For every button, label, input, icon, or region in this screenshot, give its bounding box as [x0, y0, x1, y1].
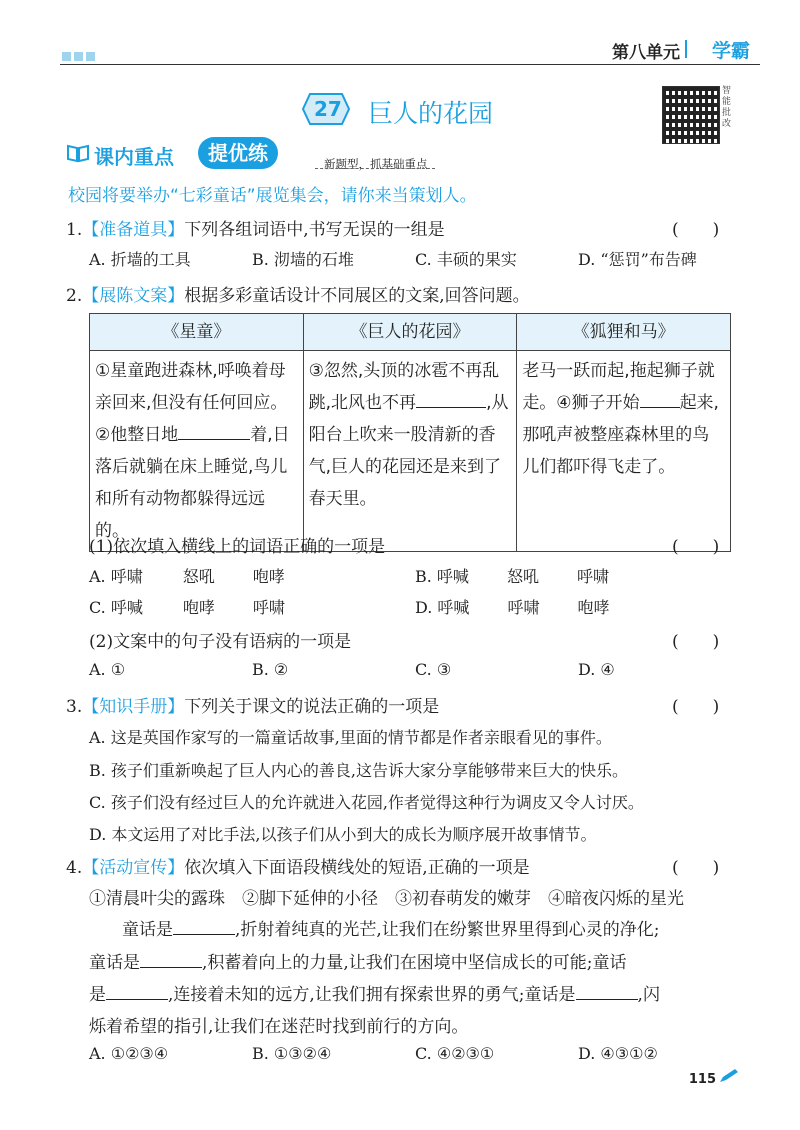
q1-option-c[interactable]: C. 丰硕的果实	[415, 250, 517, 269]
q2-sub2-answer-box[interactable]: ( )	[672, 632, 720, 652]
table-header: 《星童》	[90, 314, 304, 351]
blank-3[interactable]	[640, 407, 680, 408]
q1-option-a[interactable]: A. 折墙的工具	[89, 250, 191, 269]
q4-option-d[interactable]: D. ④③①②	[578, 1044, 658, 1063]
q2-sub2-option-d[interactable]: D. ④	[578, 660, 615, 679]
table-cell-fox: 老马一跃而起,拖起狮子就走。④狮子开始 起来,那吼声被整座森林里的鸟儿们都吓得飞走了。	[517, 351, 731, 552]
q3-option-b[interactable]: B. 孩子们重新唤起了巨人内心的善良,这告诉大家分享能够带来巨大的快乐。	[89, 761, 629, 780]
q2-sub1-stem: (1)依次填入横线上的词语正确的一项是	[89, 537, 386, 557]
book-icon	[66, 143, 90, 163]
q4-blank-1[interactable]	[173, 934, 235, 935]
blank-1[interactable]	[178, 439, 250, 440]
note-underline	[315, 168, 435, 169]
intro-text: 校园将要举办“七彩童话”展览集会，请你来当策划人。	[68, 186, 477, 206]
q2-sub1-option-a[interactable]: A. 呼啸 怒吼 咆哮	[89, 567, 285, 586]
q1-stem: 1.【准备道具】下列各组词语中,书写无误的一组是	[66, 220, 445, 240]
page-number: 115	[688, 1072, 716, 1087]
q2-sub1-option-c[interactable]: C. 呼喊 咆哮 呼啸	[89, 598, 285, 617]
q2-stem: 2.【展陈文案】根据多彩童话设计不同展区的文案,回答问题。	[66, 286, 530, 306]
q1-option-d[interactable]: D. “惩罚”布告碑	[578, 250, 697, 269]
header-rule	[60, 64, 760, 65]
q3-option-d[interactable]: D. 本文运用了对比手法,以孩子们从小到大的成长为顺序展开故事情节。	[89, 825, 597, 844]
lesson-title: 巨人的花园	[368, 99, 494, 128]
q4-phrases: ①清晨叶尖的露珠 ②脚下延伸的小径 ③初春萌发的嫩芽 ④暗夜闪烁的星光	[89, 889, 684, 909]
q2-sub2-option-c[interactable]: C. ③	[415, 660, 452, 679]
q4-blank-2[interactable]	[140, 967, 202, 968]
table-cell-xingtong: ①星童跑进森林,呼唤着母亲回来,但没有任何回应。②他整日地 着,日落后就躺在床上睡觉,鸟儿和所有动物都躲得远远的。	[90, 351, 304, 552]
blank-2[interactable]	[416, 407, 486, 408]
table-header: 《狐狸和马》	[517, 314, 731, 351]
lesson-number: 27	[314, 97, 342, 121]
q4-answer-box[interactable]: ( )	[672, 858, 720, 878]
q2-sub1-option-b[interactable]: B. 呼喊 怒吼 呼啸	[415, 567, 609, 586]
q4-paragraph-line: 童话是 ,积蓄着向上的力量,让我们在困境中坚信成长的可能;童话	[89, 953, 627, 973]
qr-code[interactable]	[662, 86, 720, 144]
q3-answer-box[interactable]: ( )	[672, 697, 720, 717]
q2-sub2-option-a[interactable]: A. ①	[89, 660, 126, 679]
section-pill: 提优练	[198, 137, 278, 169]
qr-caption: 智能批改	[722, 86, 732, 129]
section-note: 新题型，抓基础重点	[324, 157, 428, 171]
q3-option-a[interactable]: A. 这是英国作家写的一篇童话故事,里面的情节都是作者亲眼看见的事件。	[89, 728, 612, 747]
q2-sub1-option-d[interactable]: D. 呼喊 呼啸 咆哮	[415, 598, 610, 617]
q4-paragraph-line: 是 ,连接着未知的远方,让我们拥有探索世界的勇气;童话是 ,闪	[89, 985, 660, 1005]
q1-answer-box[interactable]: ( )	[672, 220, 720, 240]
section-title: 课内重点	[94, 145, 174, 169]
q4-stem: 4.【活动宣传】依次填入下面语段横线处的短语,正确的一项是	[66, 858, 530, 878]
brand-divider	[685, 40, 687, 58]
unit-label: 第八单元	[612, 43, 680, 63]
q4-option-b[interactable]: B. ①③②④	[252, 1044, 332, 1063]
q2-sub2-stem: (2)文案中的句子没有语病的一项是	[89, 632, 352, 652]
q3-option-c[interactable]: C. 孩子们没有经过巨人的允许就进入花园,作者觉得这种行为调皮又令人讨厌。	[89, 793, 644, 812]
header-decoration	[62, 46, 98, 65]
table-cell-garden: ③忽然,头顶的冰雹不再乱跳,北风也不再 ,从阳台上吹来一股清新的香气,巨人的花园还是来到了春天里。	[303, 351, 517, 552]
q3-stem: 3.【知识手册】下列关于课文的说法正确的一项是	[66, 697, 440, 717]
q1-option-b[interactable]: B. 沏墙的石堆	[252, 250, 354, 269]
brand-logo: 学霸	[711, 40, 750, 62]
exhibit-table	[89, 313, 731, 552]
q4-option-c[interactable]: C. ④②③①	[415, 1044, 495, 1063]
q2-sub1-answer-box[interactable]: ( )	[672, 537, 720, 557]
q4-blank-3[interactable]	[106, 999, 168, 1000]
q4-paragraph-line: 烁着希望的指引,让我们在迷茫时找到前行的方向。	[89, 1017, 469, 1037]
q4-option-a[interactable]: A. ①②③④	[89, 1044, 169, 1063]
q4-paragraph-line: 童话是 ,折射着纯真的光芒,让我们在纷繁世界里得到心灵的净化;	[122, 920, 660, 940]
q4-blank-4[interactable]	[576, 999, 638, 1000]
q2-sub2-option-b[interactable]: B. ②	[252, 660, 289, 679]
table-header: 《巨人的花园》	[303, 314, 517, 351]
pencil-icon	[718, 1068, 740, 1084]
